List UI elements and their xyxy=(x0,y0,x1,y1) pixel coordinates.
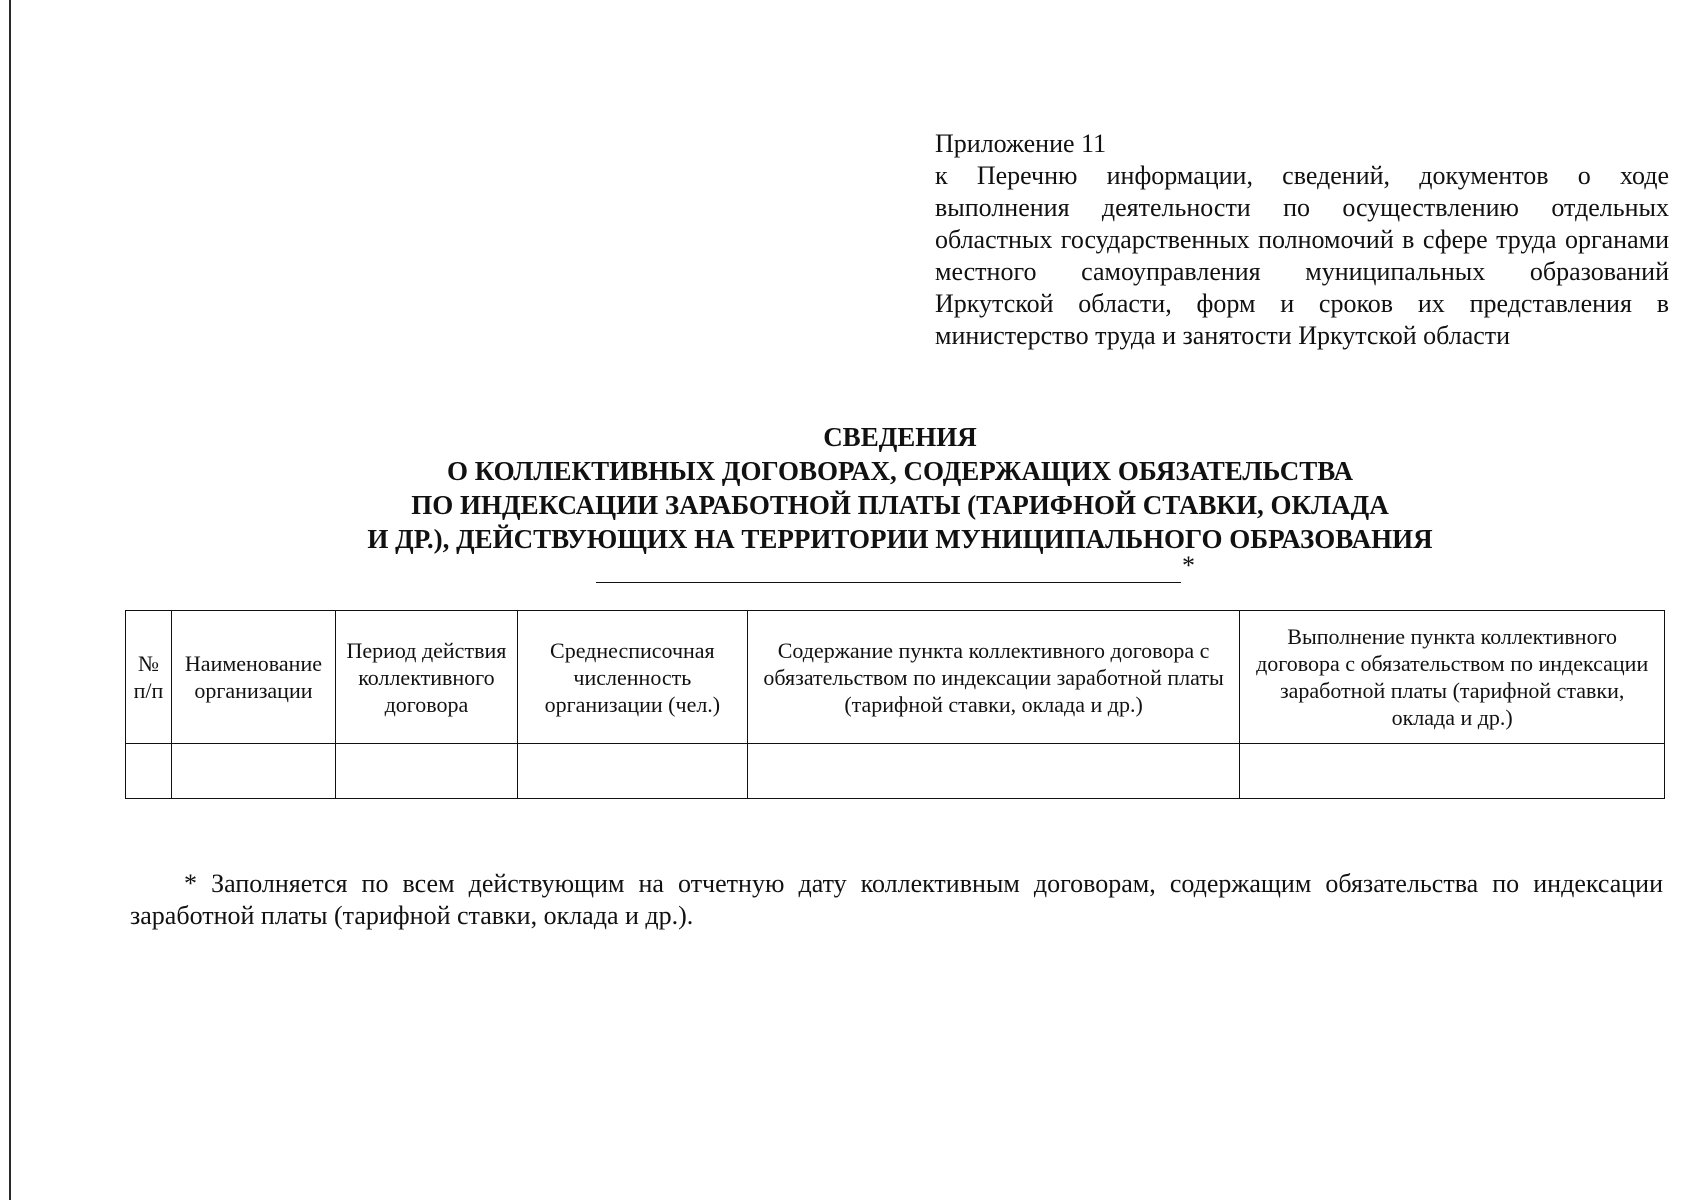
table-cell[interactable] xyxy=(335,744,517,799)
municipality-name-blank[interactable] xyxy=(596,552,1181,583)
appendix-block xyxy=(935,128,1669,352)
table-cell[interactable] xyxy=(517,744,747,799)
document-heading xyxy=(250,420,1550,556)
column-header-agreement-period: Период действия коллективного договора xyxy=(335,611,517,744)
appendix-text: к Перечню информации, сведений, документов о ходе выполнения деятельности по осуществлению отдельных областных государственных полномочий в сфере труда органами местного самоуправления муниципальных образований Иркутской области, форм и сроков их представления в министерство труда и занятости Иркутской области xyxy=(935,161,1669,350)
column-header-organization: Наименование организации xyxy=(171,611,335,744)
municipality-footnote-marker: * xyxy=(1182,551,1195,580)
table-cell[interactable] xyxy=(1240,744,1665,799)
column-header-clause-fulfillment: Выполнение пункта коллективного договора с обязательством по индексации заработной платы (тарифной ставки, оклада и др.) xyxy=(1240,611,1665,744)
table-header-row xyxy=(126,611,1665,744)
table-cell[interactable] xyxy=(747,744,1240,799)
heading-line-2: О КОЛЛЕКТИВНЫХ ДОГОВОРАХ, СОДЕРЖАЩИХ ОБЯЗАТЕЛЬСТВА xyxy=(446,456,1354,486)
column-header-headcount: Среднесписочная численность организации (чел.) xyxy=(517,611,747,744)
heading-line-4: И ДР.), ДЕЙСТВУЮЩИХ НА ТЕРРИТОРИИ МУНИЦИПАЛЬНОГО ОБРАЗОВАНИЯ xyxy=(367,524,1433,554)
heading-line-3: ПО ИНДЕКСАЦИИ ЗАРАБОТНОЙ ПЛАТЫ (ТАРИФНОЙ СТАВКИ, ОКЛАДА xyxy=(411,490,1389,520)
heading-line-1: СВЕДЕНИЯ xyxy=(823,422,977,452)
table-cell[interactable] xyxy=(171,744,335,799)
column-header-number: № п/п xyxy=(126,611,172,744)
table-row xyxy=(126,744,1665,799)
table-cell[interactable] xyxy=(126,744,172,799)
footnote: * Заполняется по всем действующим на отчетную дату коллективным договорам, содержащим обязательства по индексации заработной платы (тарифной ставки, оклада и др.). xyxy=(130,869,1663,930)
appendix-title: Приложение 11 xyxy=(935,129,1107,158)
collective-agreements-table xyxy=(125,610,1665,799)
scan-edge-line xyxy=(9,0,11,1200)
column-header-clause-content: Содержание пункта коллективного договора с обязательством по индексации заработной платы (тарифной ставки, оклада и др.) xyxy=(747,611,1240,744)
